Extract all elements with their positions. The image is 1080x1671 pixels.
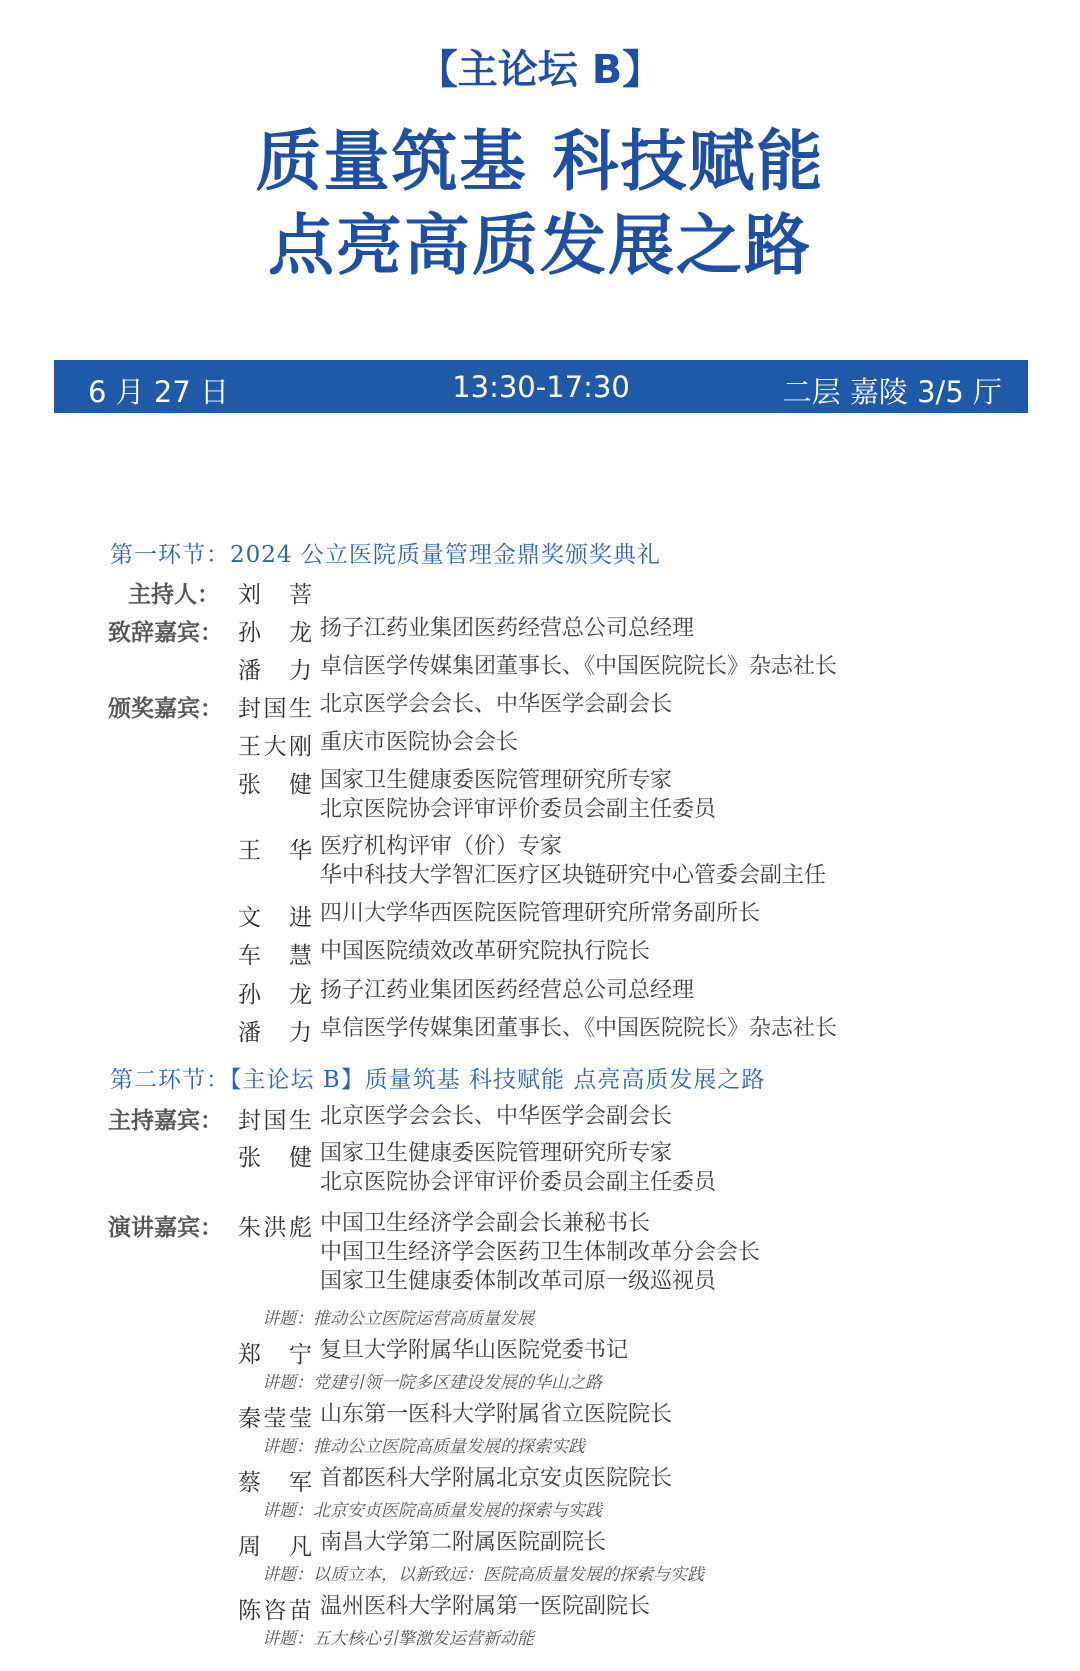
session-1-heading: 第一环节：2024 公立医院质量管理金鼎奖颁奖典礼 (110, 542, 661, 568)
speaker-role-label: 演讲嘉宾： (108, 1215, 223, 1241)
speaker-name: 周 凡 (238, 1534, 312, 1560)
speaker-topic: 讲题：推动公立医院高质量发展的探索实践 (262, 1437, 585, 1457)
event-time: 13:30-17:30 (452, 370, 630, 404)
host-name: 封国生 (238, 1108, 312, 1134)
guest-name: 封国生 (238, 696, 312, 722)
session-2-heading: 第二环节：【主论坛 B】质量筑基 科技赋能 点亮高质发展之路 (110, 1067, 766, 1093)
speaker-name: 朱洪彪 (238, 1215, 312, 1241)
speaker-name: 蔡 军 (238, 1470, 312, 1496)
host-title: 国家卫生健康委医院管理研究所专家 (320, 1141, 673, 1166)
speaker-title: 温州医科大学附属第一医院副院长 (320, 1594, 651, 1619)
speaker-topic: 讲题：以质立本，以新致远：医院高质量发展的探索与实践 (262, 1565, 704, 1585)
forum-tag: 【主论坛 B】 (417, 47, 663, 93)
award-role-label: 颁奖嘉宾： (108, 696, 223, 722)
host-role-label: 主持嘉宾： (108, 1108, 223, 1134)
guest-title: 国家卫生健康委医院管理研究所专家 (320, 768, 673, 793)
guest-name: 王大刚 (238, 734, 312, 760)
guest-title: 医疗机构评审（价）专家 (320, 834, 563, 859)
speaker-title: 南昌大学第二附属医院副院长 (320, 1530, 607, 1555)
host-role-label: 主持人： (128, 582, 220, 608)
guest-name: 王 华 (238, 838, 312, 864)
guest-title: 中国医院绩效改革研究院执行院长 (320, 939, 651, 964)
guest-name: 潘 力 (238, 658, 312, 684)
event-venue: 二层 嘉陵 3/5 厅 (782, 375, 1002, 409)
guest-title: 四川大学华西医院医院管理研究所常务副所长 (320, 901, 761, 926)
speaker-topic: 讲题：五大核心引擎激发运营新动能 (262, 1629, 534, 1649)
page-title-line-1: 质量筑基 科技赋能 (255, 123, 825, 200)
speaker-title: 山东第一医科大学附属省立医院院长 (320, 1402, 673, 1427)
guest-name: 张 健 (238, 772, 312, 798)
speaker-topic: 讲题：北京安贞医院高质量发展的探索与实践 (262, 1501, 602, 1521)
guest-title: 北京医学会会长、中华医学会副会长 (320, 692, 673, 717)
guest-title: 卓信医学传媒集团董事长、《中国医院院长》杂志社长 (320, 1016, 838, 1041)
host-name: 刘 菩 (238, 582, 312, 608)
host-name: 张 健 (238, 1145, 312, 1171)
guest-title: 扬子江药业集团医药经营总公司总经理 (320, 616, 695, 641)
speaker-title: 国家卫生健康委体制改革司原一级巡视员 (320, 1269, 717, 1294)
speaker-topic: 讲题：推动公立医院运营高质量发展 (262, 1309, 534, 1329)
page-title-line-2: 点亮高质发展之路 (268, 207, 812, 284)
speaker-name: 秦莹莹 (238, 1406, 312, 1432)
speaker-topic: 讲题：党建引领一院多区建设发展的华山之路 (262, 1373, 602, 1393)
guest-name: 孙 龙 (238, 620, 312, 646)
speech-role-label: 致辞嘉宾： (108, 620, 223, 646)
guest-name: 潘 力 (238, 1020, 312, 1046)
host-title: 北京医院协会评审评价委员会副主任委员 (320, 1170, 717, 1195)
guest-name: 文 进 (238, 905, 312, 931)
speaker-title: 中国卫生经济学会医药卫生体制改革分会会长 (320, 1240, 761, 1265)
guest-title: 北京医院协会评审评价委员会副主任委员 (320, 797, 717, 822)
speaker-title: 复旦大学附属华山医院党委书记 (320, 1338, 629, 1363)
guest-title: 卓信医学传媒集团董事长、《中国医院院长》杂志社长 (320, 654, 838, 679)
speaker-title: 首都医科大学附属北京安贞医院院长 (320, 1466, 673, 1491)
guest-name: 车 慧 (238, 943, 312, 969)
info-bar (54, 360, 1028, 413)
guest-title: 华中科技大学智汇医疗区块链研究中心管委会副主任 (320, 863, 827, 888)
guest-name: 孙 龙 (238, 982, 312, 1008)
speaker-title: 中国卫生经济学会副会长兼秘书长 (320, 1211, 651, 1236)
event-date: 6 月 27 日 (88, 375, 230, 409)
host-title: 北京医学会会长、中华医学会副会长 (320, 1104, 673, 1129)
speaker-name: 陈咨苗 (238, 1598, 312, 1624)
guest-title: 重庆市医院协会会长 (320, 730, 519, 755)
speaker-name: 郑 宁 (238, 1342, 312, 1368)
guest-title: 扬子江药业集团医药经营总公司总经理 (320, 978, 695, 1003)
